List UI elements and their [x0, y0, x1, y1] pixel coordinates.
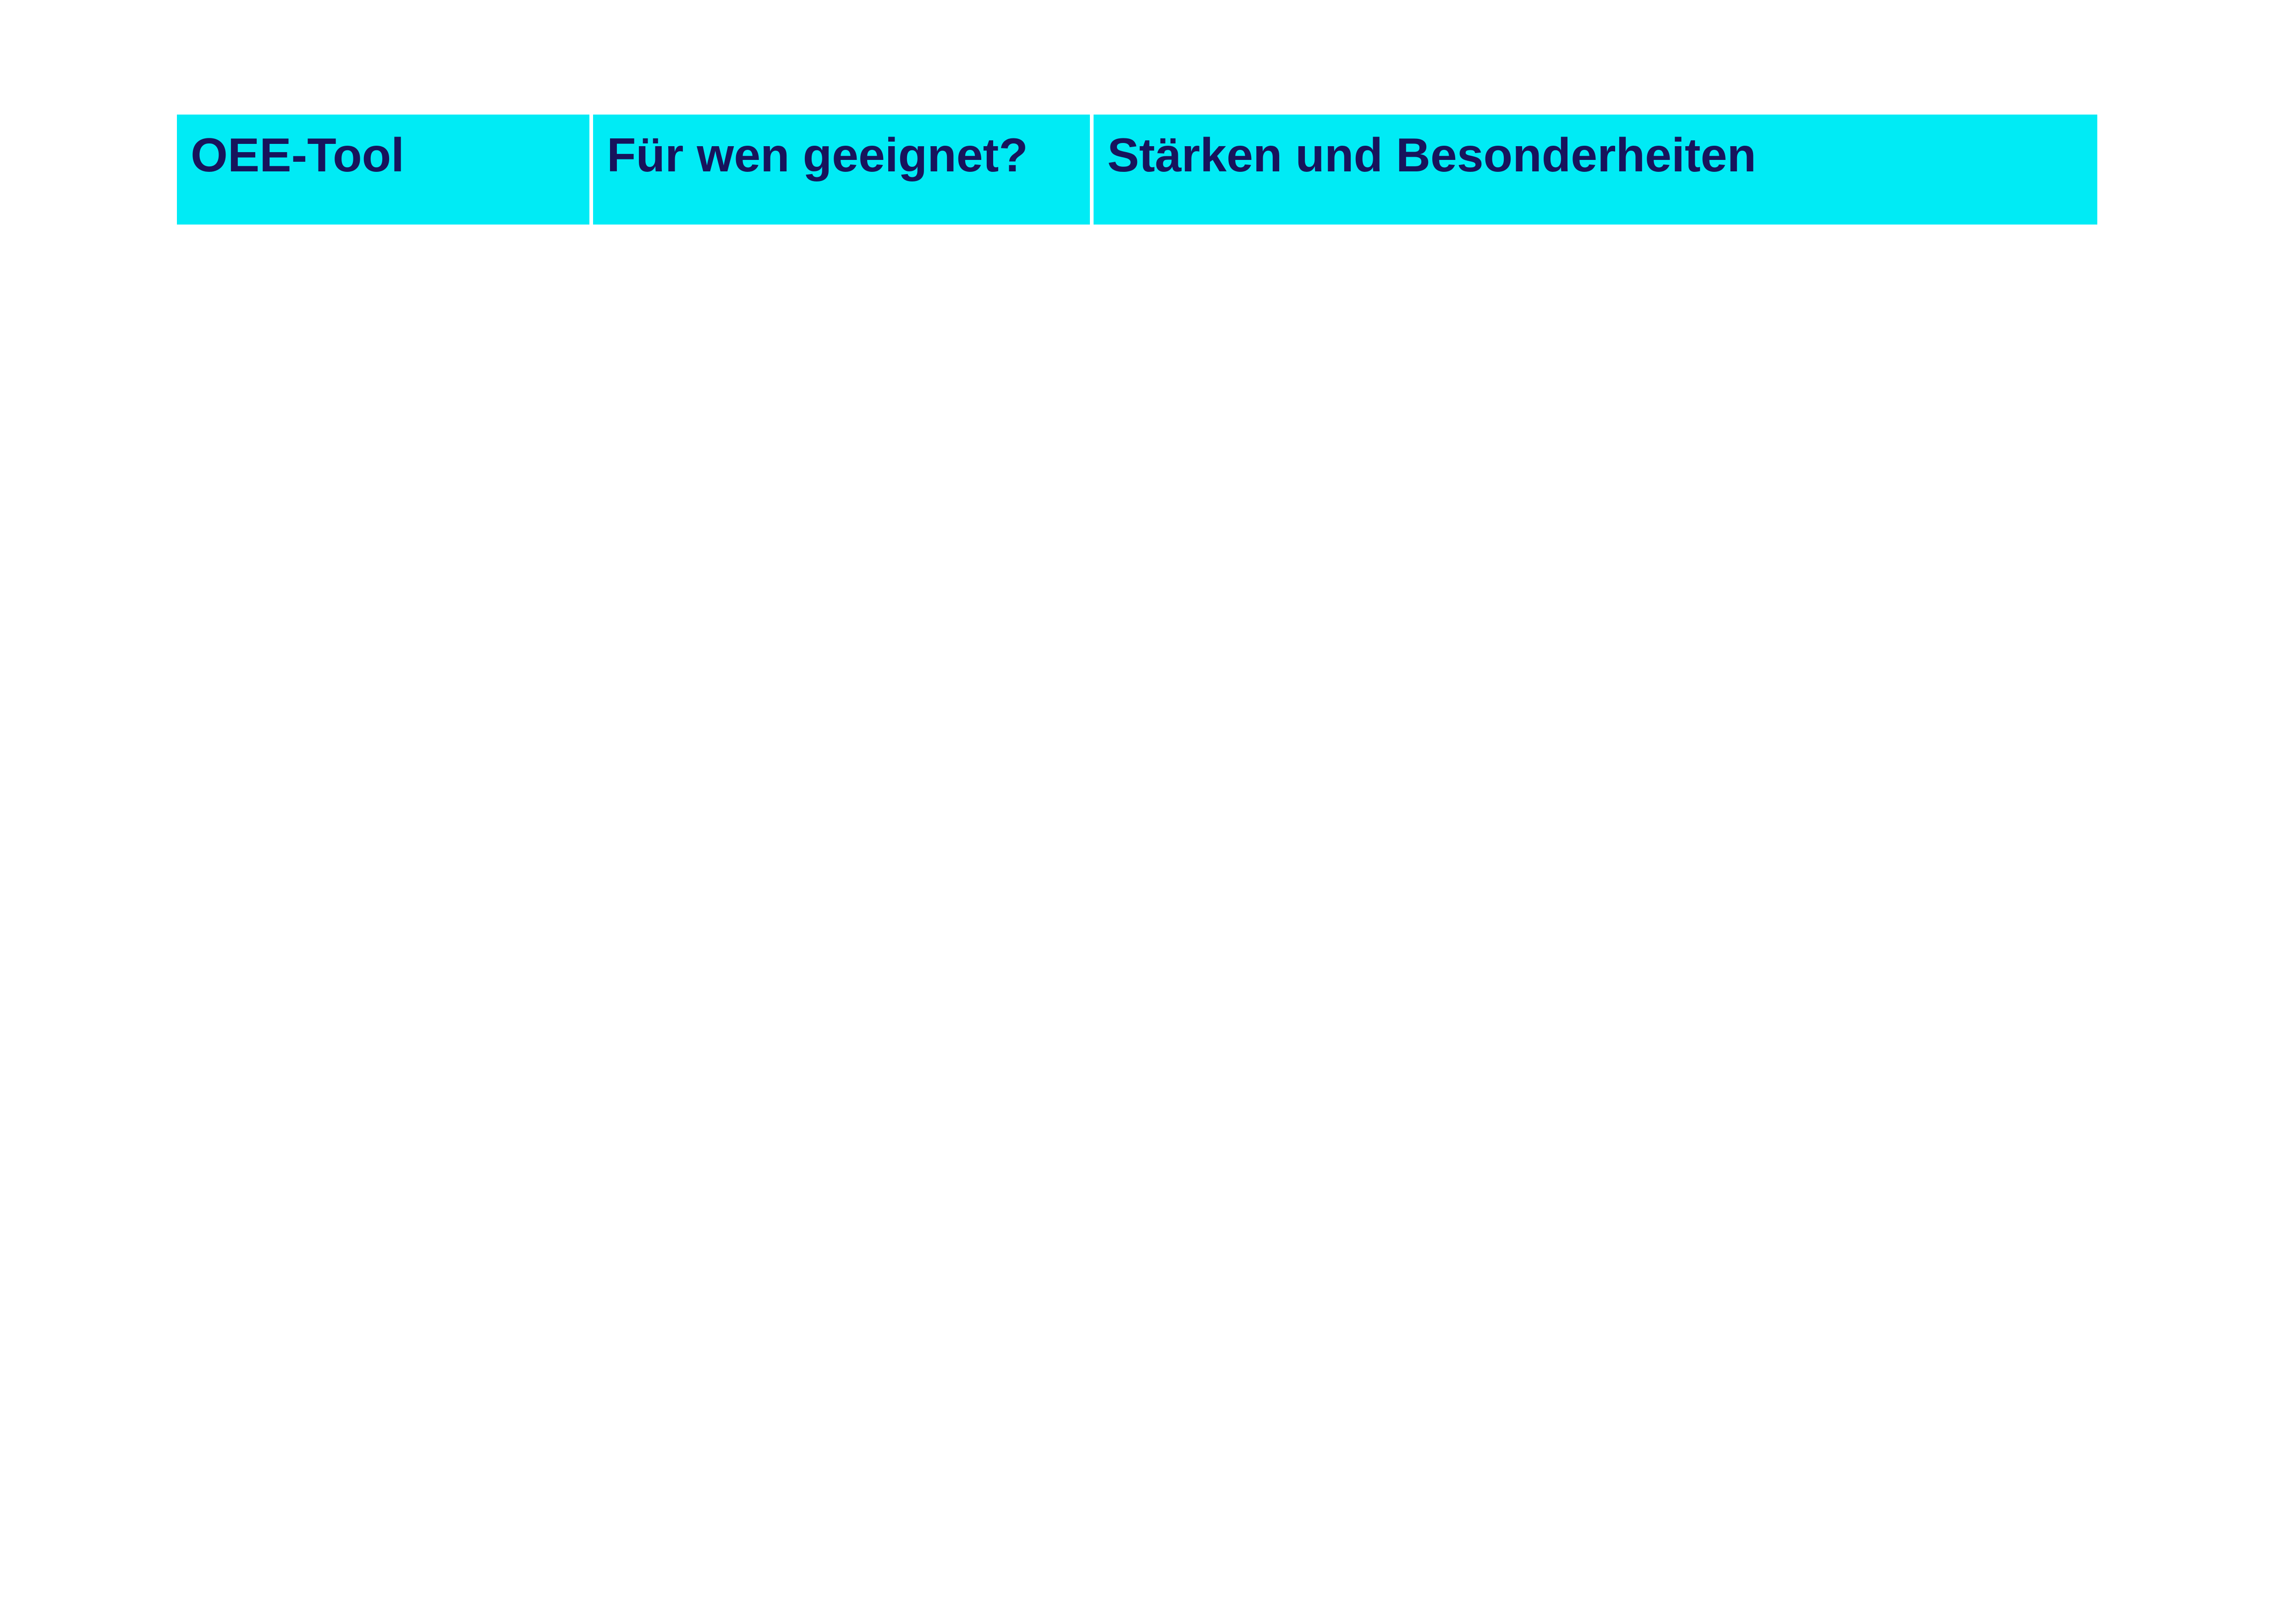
column-header-label: OEE-Tool [191, 129, 405, 182]
column-header-label: Stärken und Besonderheiten [1107, 129, 1756, 182]
column-header-label: Für wen geeignet? [607, 129, 1028, 182]
table-header-row [177, 115, 2097, 225]
column-header-strengths [1094, 115, 2097, 225]
column-header-oee-tool [177, 115, 589, 225]
column-header-suitable-for [593, 115, 1090, 225]
